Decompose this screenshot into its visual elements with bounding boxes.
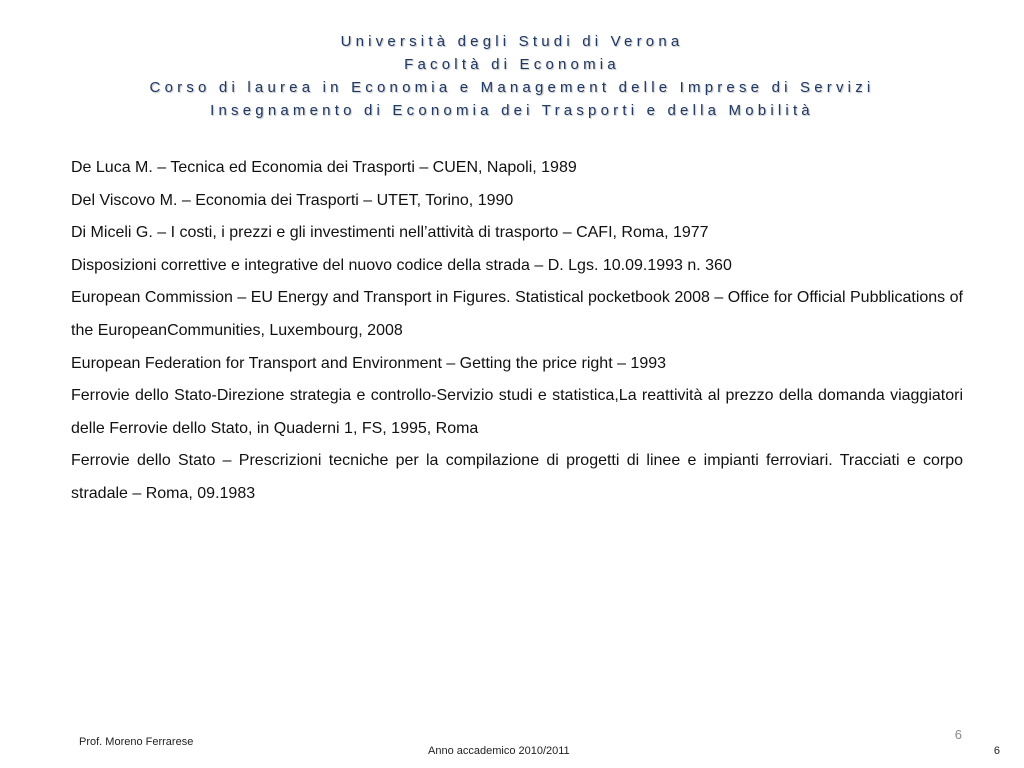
reference-item: Ferrovie dello Stato-Direzione strategia e controllo-Servizio studi e statistica,La reattività al prezzo della domanda viaggiatori delle Ferrovie dello Stato, in Quaderni 1, FS, 1995, Roma (71, 387, 963, 437)
slide-header (0, 30, 1024, 122)
footer-page-number: 6 (993, 745, 1000, 757)
reference-item: Disposizioni correttive e integrative del nuovo codice della strada – D. Lgs. 10.09.1993 n. 360 (71, 256, 732, 274)
slide-number: 6 (954, 727, 962, 742)
reference-item: Ferrovie dello Stato – Prescrizioni tecniche per la compilazione di progetti di linee e impianti ferroviari. Tracciati e corpo stradale – Roma, 09.1983 (71, 452, 963, 502)
reference-item: Del Viscovo M. – Economia dei Trasporti – UTET, Torino, 1990 (71, 191, 514, 209)
reference-item: Di Miceli G. – I costi, i prezzi e gli investimenti nell’attività di trasporto – CAFI, Roma, 1977 (71, 224, 709, 242)
header-faculty: Facoltà di Economia (404, 56, 620, 73)
footer-academic-year: Anno accademico 2010/2011 (428, 745, 570, 757)
header-course: Corso di laurea in Economia e Management delle Imprese di Servizi (149, 79, 875, 96)
header-teaching: Insegnamento di Economia dei Trasporti e della Mobilità (210, 102, 814, 119)
reference-item: De Luca M. – Tecnica ed Economia dei Trasporti – CUEN, Napoli, 1989 (71, 159, 577, 176)
reference-list (71, 152, 963, 511)
reference-item: European Commission – EU Energy and Transport in Figures. Statistical pocketbook 2008 – Office for Official Pubblications of the EuropeanCommunities, Luxembourg, 2008 (71, 289, 963, 339)
header-university: Università degli Studi di Verona (340, 33, 684, 50)
footer-author: Prof. Moreno Ferrarese (79, 736, 194, 748)
reference-item: European Federation for Transport and Environment – Getting the price right – 1993 (71, 354, 667, 372)
